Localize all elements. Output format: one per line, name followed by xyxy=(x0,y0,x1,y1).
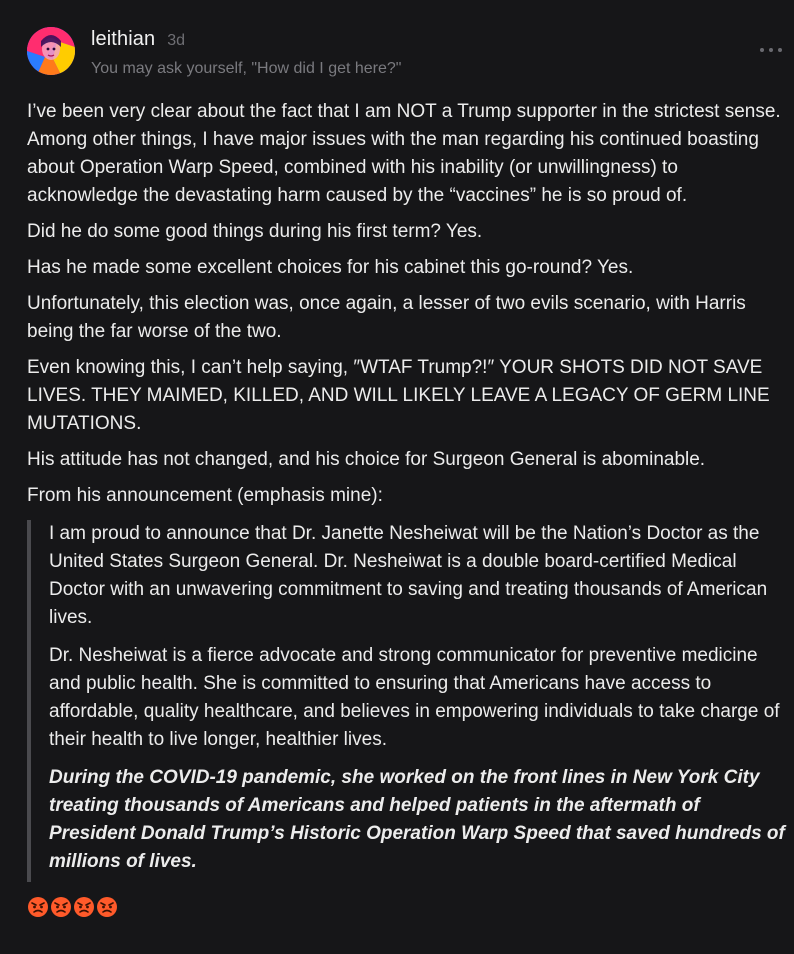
quote-emphasis: During the COVID-19 pandemic, she worked on the front lines in New York City treating thousands of Americans and helped patients in the aftermath of President Donald Trump’s Historic Operation Warp Speed that saved hundreds of millions of lives. xyxy=(49,767,785,872)
user-tagline: You may ask yourself, "How did I get here?" xyxy=(91,60,402,77)
quote-paragraph: Dr. Nesheiwat is a fierce advocate and strong communicator for preventive medicine and public health. She is committed to ensuring that Americans have access to affordable, quality healthcare, and believes in empowering individuals to take charge of their health to live longer, healthier lives. xyxy=(49,645,780,750)
angry-face-icon xyxy=(73,896,95,918)
paragraph: His attitude has not changed, and his choice for Surgeon General is abominable. xyxy=(27,449,706,470)
paragraph: Even knowing this, I can’t help saying, ″WTAF Trump?!″ YOUR SHOTS DID NOT SAVE LIVES. THEY MAIMED, KILLED, AND WILL LIKELY LEAVE A LEGACY OF GERM LINE MUTATIONS. xyxy=(27,357,770,434)
username-link[interactable]: leithian xyxy=(91,28,156,50)
dot xyxy=(769,48,773,52)
paragraph: Did he do some good things during his first term? Yes. xyxy=(27,221,483,242)
timestamp[interactable]: 3d xyxy=(167,32,185,49)
paragraph: Unfortunately, this election was, once again, a lesser of two evils scenario, with Harris being the far worse of the two. xyxy=(27,293,746,342)
angry-face-icon xyxy=(50,896,72,918)
angry-face-icon xyxy=(96,896,118,918)
quote-paragraph: I am proud to announce that Dr. Janette Nesheiwat will be the Nation’s Doctor as the United States Surgeon General. Dr. Nesheiwat is a double board-certified Medical Doctor with an unwavering commitment to saving and treating thousands of American lives. xyxy=(49,523,768,628)
emoji-row xyxy=(27,896,787,918)
comment-header xyxy=(91,28,741,78)
blockquote xyxy=(27,520,787,882)
avatar-image xyxy=(27,27,75,75)
paragraph: From his announcement (emphasis mine): xyxy=(27,485,383,506)
name-row xyxy=(91,28,741,54)
dot xyxy=(760,48,764,52)
comment-body xyxy=(27,98,787,918)
angry-face-icon xyxy=(27,896,49,918)
avatar[interactable] xyxy=(27,27,75,75)
paragraph: Has he made some excellent choices for his cabinet this go-round? Yes. xyxy=(27,257,634,278)
dot xyxy=(778,48,782,52)
more-options-icon[interactable] xyxy=(760,44,782,56)
paragraph: I’ve been very clear about the fact that I am NOT a Trump supporter in the strictest sense. Among other things, I have major issues with the man regarding his continued boasting about Operation Warp Speed, combined with his inability (or unwillingness) to acknowledge the devastating harm caused by the “vaccines” he is so proud of. xyxy=(27,101,781,206)
